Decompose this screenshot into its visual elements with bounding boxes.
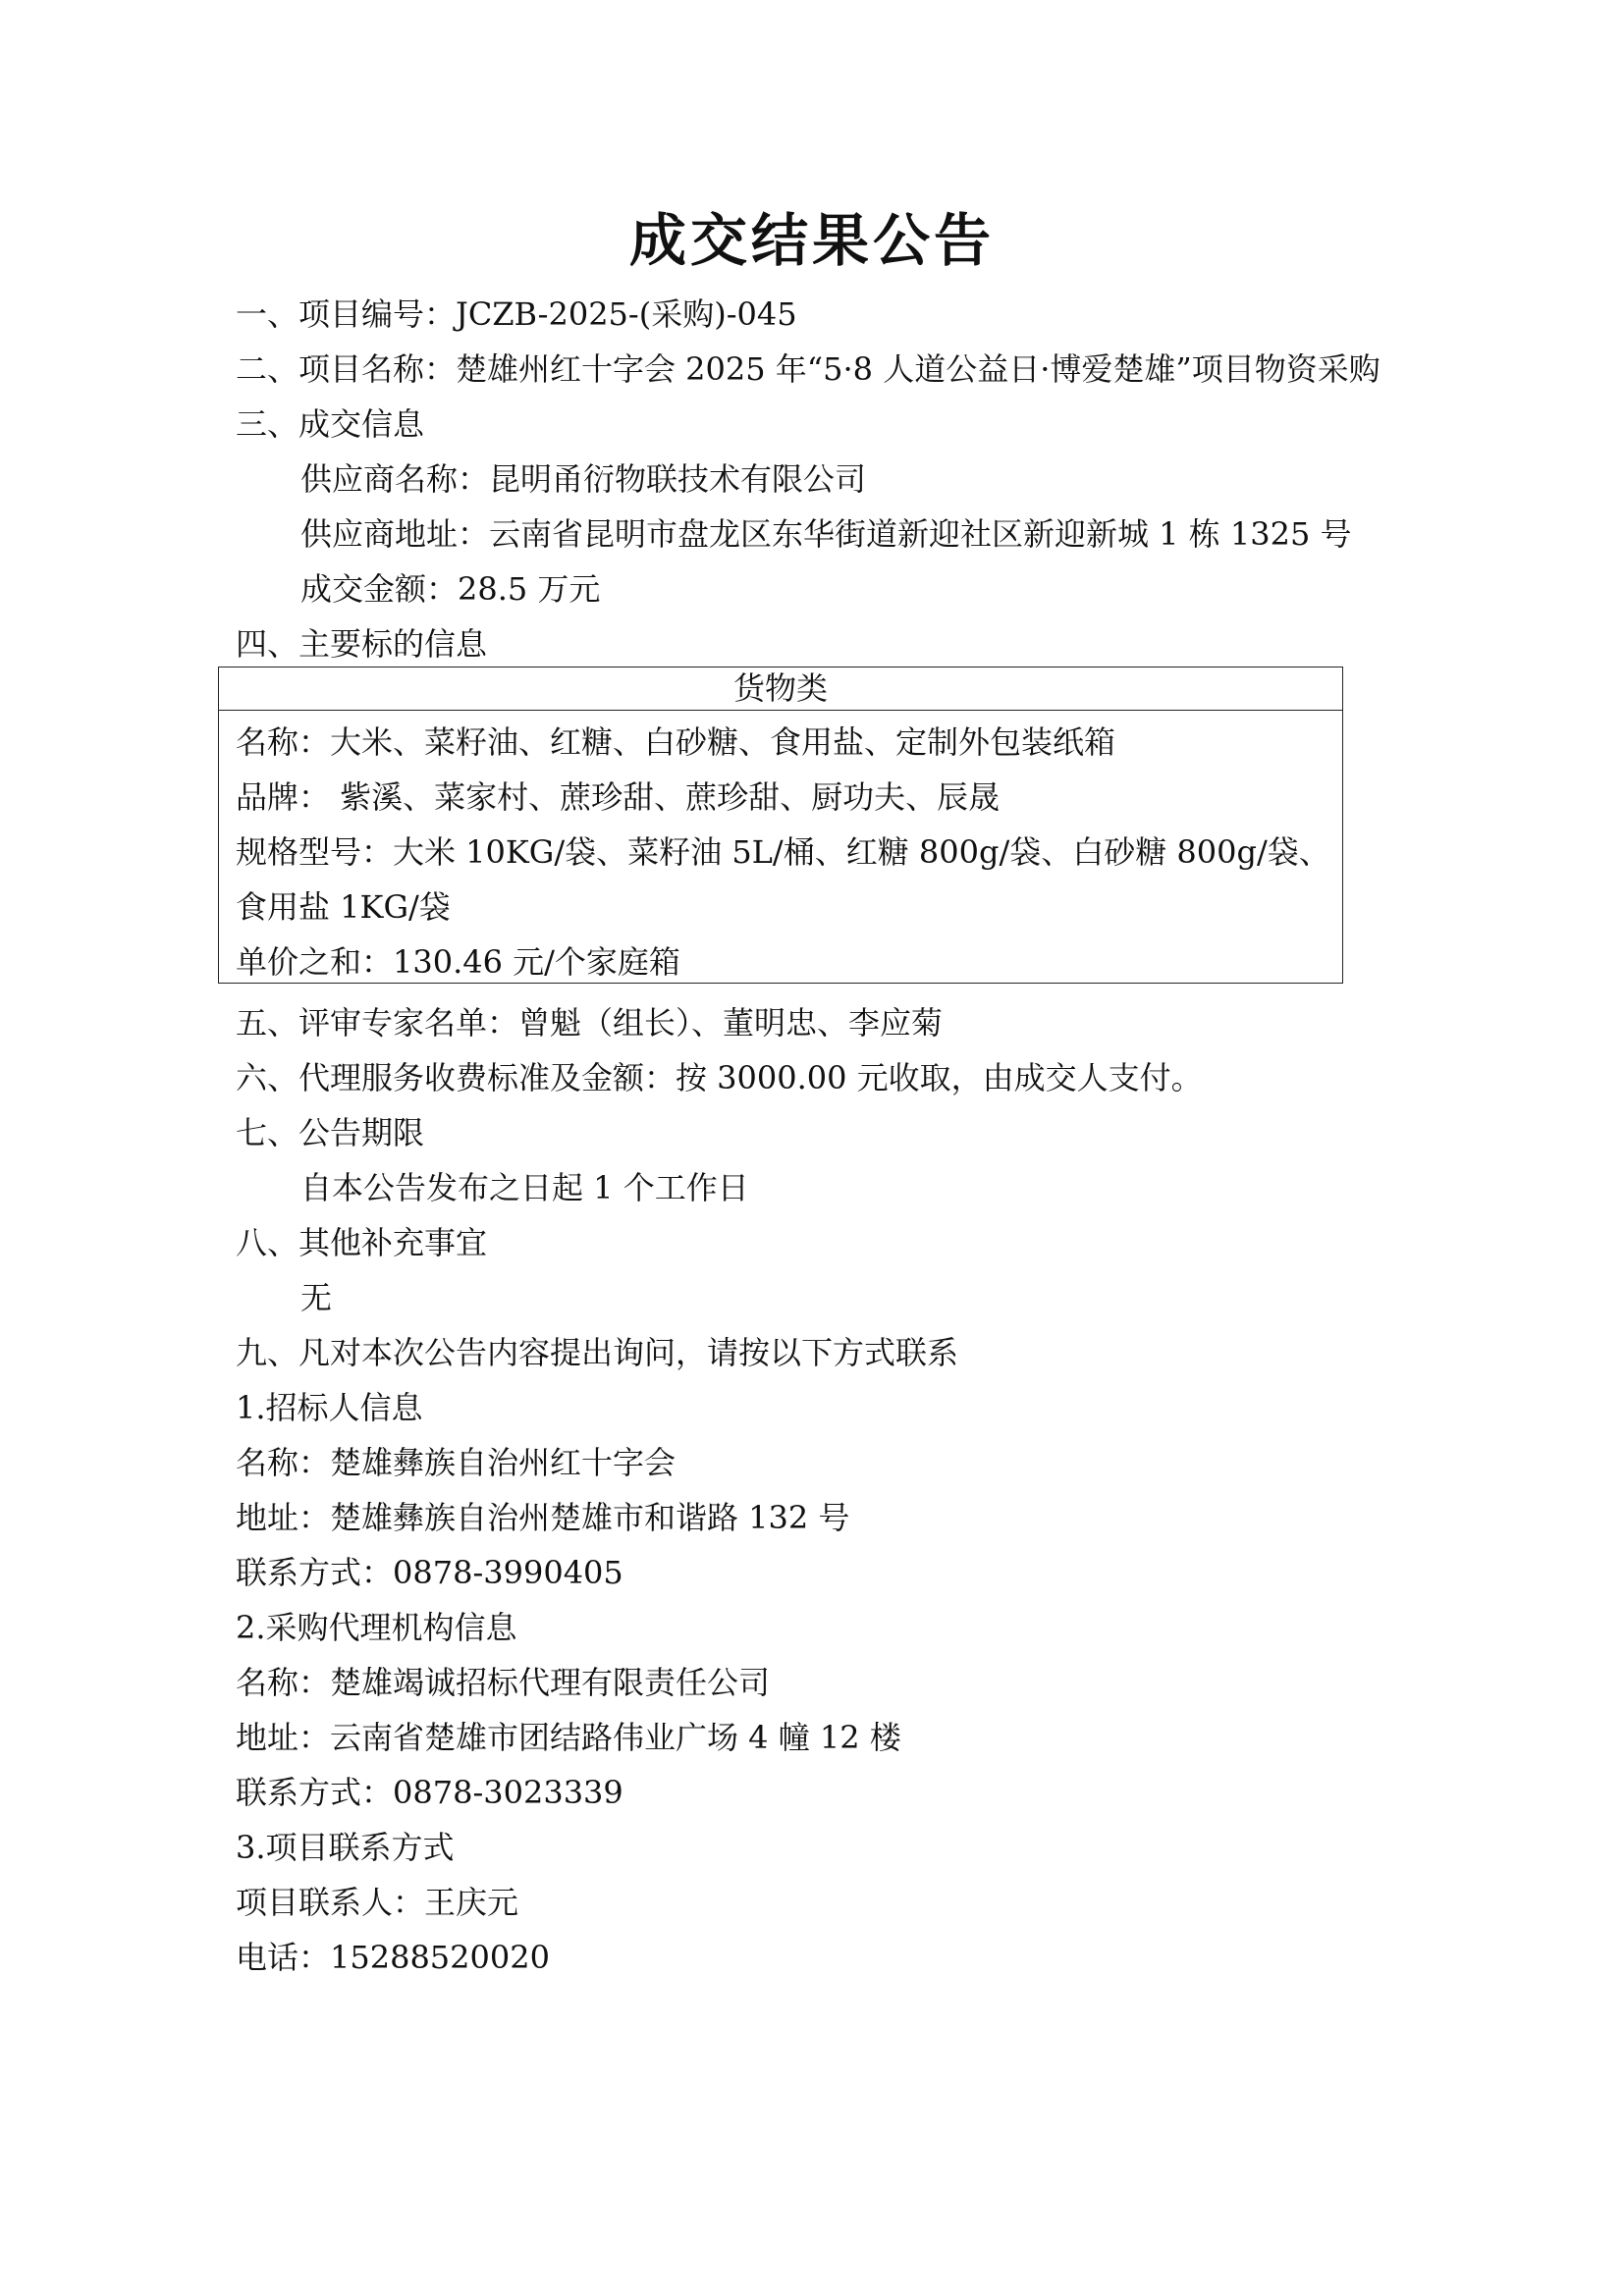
supplier-name: 供应商名称：昆明甬衍物联技术有限公司 xyxy=(300,460,867,498)
purchaser-heading: 1.招标人信息 xyxy=(236,1389,423,1426)
project-contact-heading: 3.项目联系方式 xyxy=(236,1829,455,1866)
goods-table-header: 货物类 xyxy=(219,667,1342,711)
agency-name: 名称：楚雄竭诚招标代理有限责任公司 xyxy=(236,1664,771,1701)
goods-table xyxy=(218,667,1343,984)
notice-period-heading: 七、公告期限 xyxy=(236,1114,425,1151)
deal-amount: 成交金额：28.5 万元 xyxy=(300,570,601,608)
page-title: 成交结果公告 xyxy=(628,207,995,274)
supplier-address: 供应商地址：云南省昆明市盘龙区东华街道新迎社区新迎新城 1 栋 1325 号 xyxy=(300,515,1352,553)
deal-info-heading: 三、成交信息 xyxy=(236,405,425,443)
main-items-heading: 四、主要标的信息 xyxy=(236,625,488,663)
agency-fee: 六、代理服务收费标准及金额：按 3000.00 元收取，由成交人支付。 xyxy=(236,1059,1203,1096)
goods-names: 名称：大米、菜籽油、红糖、白砂糖、食用盐、定制外包装纸箱 xyxy=(236,723,1116,761)
project-contact-person: 项目联系人：王庆元 xyxy=(236,1884,519,1921)
purchaser-address: 地址：楚雄彝族自治州楚雄市和谐路 132 号 xyxy=(236,1499,850,1536)
other-matters-heading: 八、其他补充事宜 xyxy=(236,1224,488,1261)
project-name: 二、项目名称：楚雄州红十字会 2025 年“5·8 人道公益日·博爱楚雄”项目物资采购 xyxy=(236,350,1380,388)
goods-spec-line-1: 规格型号：大米 10KG/袋、菜籽油 5L/桶、红糖 800g/袋、白砂糖 800g/袋、 xyxy=(236,833,1330,871)
goods-unit-price: 单价之和：130.46 元/个家庭箱 xyxy=(236,943,680,981)
purchaser-phone: 联系方式：0878-3990405 xyxy=(236,1554,623,1591)
contact-heading: 九、凡对本次公告内容提出询问，请按以下方式联系 xyxy=(236,1334,959,1371)
notice-period-body: 自本公告发布之日起 1 个工作日 xyxy=(300,1169,749,1206)
purchaser-name: 名称：楚雄彝族自治州红十字会 xyxy=(236,1444,677,1481)
agency-heading: 2.采购代理机构信息 xyxy=(236,1609,517,1646)
project-contact-phone: 电话：15288520020 xyxy=(236,1939,550,1976)
agency-address: 地址：云南省楚雄市团结路伟业广场 4 幢 12 楼 xyxy=(236,1719,901,1756)
goods-spec-line-2: 食用盐 1KG/袋 xyxy=(236,888,451,926)
goods-brands: 品牌： 紫溪、菜家村、蔗珍甜、蔗珍甜、厨功夫、辰晟 xyxy=(236,778,1001,816)
other-matters-body: 无 xyxy=(300,1279,333,1316)
expert-list: 五、评审专家名单：曾魁（组长）、董明忠、李应菊 xyxy=(236,1004,944,1041)
project-number: 一、项目编号：JCZB-2025-(采购)-045 xyxy=(236,295,797,333)
agency-phone: 联系方式：0878-3023339 xyxy=(236,1774,623,1811)
